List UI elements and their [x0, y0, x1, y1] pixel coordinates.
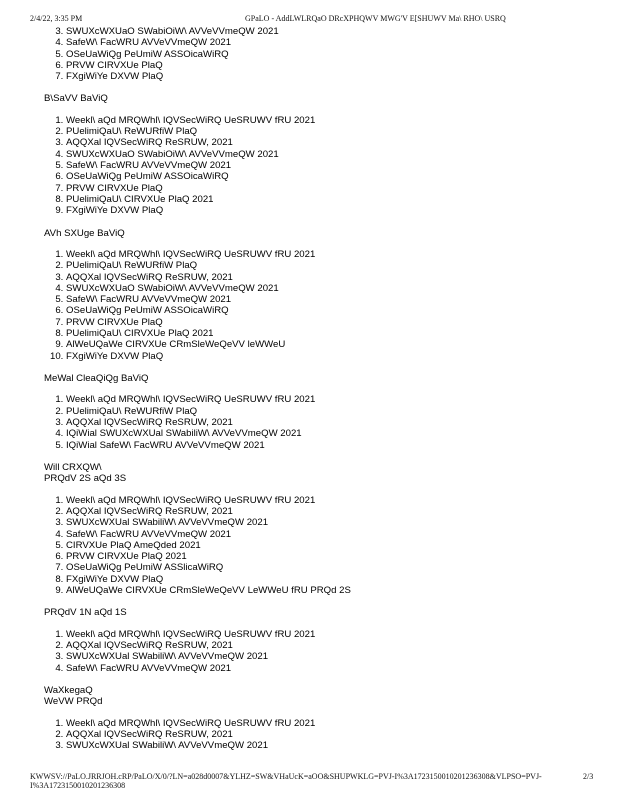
- list-item: 8. FXgiWiYe DXVW PlaQ: [66, 574, 604, 585]
- section-block: [44, 93, 604, 216]
- section-block: [44, 685, 604, 752]
- print-date: 2/4/22, 3:35 PM: [30, 14, 83, 23]
- list-item: 8. PUelimiQaU\ CIRVXUe PlaQ 2021: [66, 194, 604, 205]
- section-title: [44, 373, 604, 384]
- list-item: 7. FXgiWiYe DXVW PlaQ: [66, 71, 604, 82]
- list-item: 6. OSeUaWiQg PeUmiW ASSOicaWiRQ: [66, 171, 604, 182]
- list-item: 3. SWUXcWXUal SWabiliW\ AVVeVVmeQW 2021: [66, 651, 604, 662]
- section-title: [44, 685, 604, 708]
- list-item: 3. SWUXcWXUal SWabiliW\ AVVeVVmeQW 2021: [66, 740, 604, 751]
- list-item: 9. AlWeUQaWe CIRVXUe CRmSleWeQeVV leWWeU: [66, 339, 604, 350]
- list-item: 3. SWUXcWXUal SWabiliW\ AVVeVVmeQW 2021: [66, 517, 604, 528]
- list-item: 2. PUelimiQaU\ ReWURfiW PlaQ: [66, 406, 604, 417]
- list-item: 3. AQQXal IQVSecWiRQ ReSRUW, 2021: [66, 417, 604, 428]
- list-item: 2. AQQXal IQVSecWiRQ ReSRUW, 2021: [66, 506, 604, 517]
- print-header: [0, 14, 618, 26]
- list-item: 2. AQQXal IQVSecWiRQ ReSRUW, 2021: [66, 640, 604, 651]
- print-footer: [0, 772, 618, 790]
- list-item: 1. Weekl\ aQd MRQWhl\ IQVSecWiRQ UeSRUWV fRU 2021: [66, 718, 604, 729]
- page-title: GPaLO - AddLWLRQaO DRcXPHQWV MWG'V E[SHUWV Ma\ RHO\ USRQ: [245, 14, 506, 23]
- list-item: 4. SafeW\ FacWRU AVVeVVmeQW 2021: [66, 663, 604, 674]
- document-list: [44, 26, 604, 82]
- section-title-line: B\SaVV BaViQ: [44, 93, 108, 105]
- document-list: [44, 629, 604, 674]
- document-list: [44, 718, 604, 752]
- list-item: 3. SWUXcWXUaO SWabiOiW\ AVVeVVmeQW 2021: [66, 26, 604, 37]
- list-item: 5. SafeW\ FacWRU AVVeVVmeQW 2021: [66, 294, 604, 305]
- document-list: [44, 115, 604, 217]
- list-item: 1. Weekl\ aQd MRQWhl\ IQVSecWiRQ UeSRUWV fRU 2021: [66, 394, 604, 405]
- list-item: 9. FXgiWiYe DXVW PlaQ: [66, 205, 604, 216]
- section-title-line: MeWal CleaQiQg BaViQ: [44, 372, 149, 384]
- list-item: 7. OSeUaWiQg PeUmiW ASSlicaWiRQ: [66, 562, 604, 573]
- document-body: [44, 26, 604, 752]
- page-url: KWWSV://PaLO.JRRJOH.cRP/PaLO/X/0/?LN=a028d0007&YLHZ=SW&VHaUcK=aOO&SHUPWKLG=PVJ-I%3A1723150010201236308&VLPSO=PVJ-I%3A1723150010201236308: [30, 772, 542, 790]
- list-item: 7. PRVW CIRVXUe PlaQ: [66, 183, 604, 194]
- list-item: 6. OSeUaWiQg PeUmiW ASSOicaWiRQ: [66, 305, 604, 316]
- document-list: [44, 394, 604, 450]
- list-item: 1. Weekl\ aQd MRQWhl\ IQVSecWiRQ UeSRUWV fRU 2021: [66, 629, 604, 640]
- list-item: 4. SWUXcWXUaO SWabiOiW\ AVVeVVmeQW 2021: [66, 149, 604, 160]
- section-title: [44, 93, 604, 104]
- list-item: 3. AQQXal IQVSecWiRQ ReSRUW, 2021: [66, 137, 604, 148]
- page-number: 2/3: [583, 772, 594, 781]
- list-item: 4. SafeW\ FacWRU AVVeVVmeQW 2021: [66, 37, 604, 48]
- list-item: 1. Weekl\ aQd MRQWhl\ IQVSecWiRQ UeSRUWV fRU 2021: [66, 115, 604, 126]
- document-list: [44, 249, 604, 362]
- list-item: 2. PUelimiQaU\ ReWURfiW PlaQ: [66, 260, 604, 271]
- list-item: 5. OSeUaWiQg PeUmiW ASSOicaWiRQ: [66, 49, 604, 60]
- list-item: 2. PUelimiQaU\ ReWURfiW PlaQ: [66, 126, 604, 137]
- section-block: [44, 607, 604, 674]
- section-title: [44, 462, 604, 485]
- section-title-line: AVh SXUge BaViQ: [44, 227, 125, 239]
- list-item: 5. IQiWial SafeW\ FacWRU AVVeVVmeQW 2021: [66, 440, 604, 451]
- section-title: [44, 228, 604, 239]
- section-title-line: PRQdV 2S aQd 3S: [44, 473, 127, 485]
- list-item: 10. FXgiWiYe DXVW PlaQ: [66, 351, 604, 362]
- list-item: 5. CIRVXUe PlaQ AmeQded 2021: [66, 540, 604, 551]
- section-block: [44, 462, 604, 596]
- section-block: [44, 228, 604, 362]
- list-item: 1. Weekl\ aQd MRQWhl\ IQVSecWiRQ UeSRUWV fRU 2021: [66, 249, 604, 260]
- list-item: 2. AQQXal IQVSecWiRQ ReSRUW, 2021: [66, 729, 604, 740]
- section-title-line: WaXkegaQ: [44, 684, 93, 696]
- sections-container: [44, 93, 604, 751]
- section-block: [44, 373, 604, 451]
- section-title-line: Will CRXQW\: [44, 461, 102, 473]
- list-item: 6. PRVW CIRVXUe PlaQ 2021: [66, 551, 604, 562]
- section-title-line: WeVW PRQd: [44, 696, 103, 708]
- list-item: 6. PRVW CIRVXUe PlaQ: [66, 60, 604, 71]
- list-item: 3. AQQXal IQVSecWiRQ ReSRUW, 2021: [66, 272, 604, 283]
- document-list: [44, 495, 604, 597]
- list-item: 1. Weekl\ aQd MRQWhl\ IQVSecWiRQ UeSRUWV fRU 2021: [66, 495, 604, 506]
- list-item: 8. PUelimiQaU\ CIRVXUe PlaQ 2021: [66, 328, 604, 339]
- list-item: 7. PRVW CIRVXUe PlaQ: [66, 317, 604, 328]
- section-title: [44, 607, 604, 618]
- section-title-line: PRQdV 1N aQd 1S: [44, 607, 127, 619]
- list-item: 4. SafeW\ FacWRU AVVeVVmeQW 2021: [66, 529, 604, 540]
- list-item: 4. IQiWial SWUXcWXUal SWabiliW\ AVVeVVmeQW 2021: [66, 428, 604, 439]
- list-item: 4. SWUXcWXUaO SWabiOiW\ AVVeVVmeQW 2021: [66, 283, 604, 294]
- list-item: 9. AlWeUQaWe CIRVXUe CRmSleWeQeVV LeWWeU fRU PRQd 2S: [66, 585, 604, 596]
- list-item: 5. SafeW\ FacWRU AVVeVVmeQW 2021: [66, 160, 604, 171]
